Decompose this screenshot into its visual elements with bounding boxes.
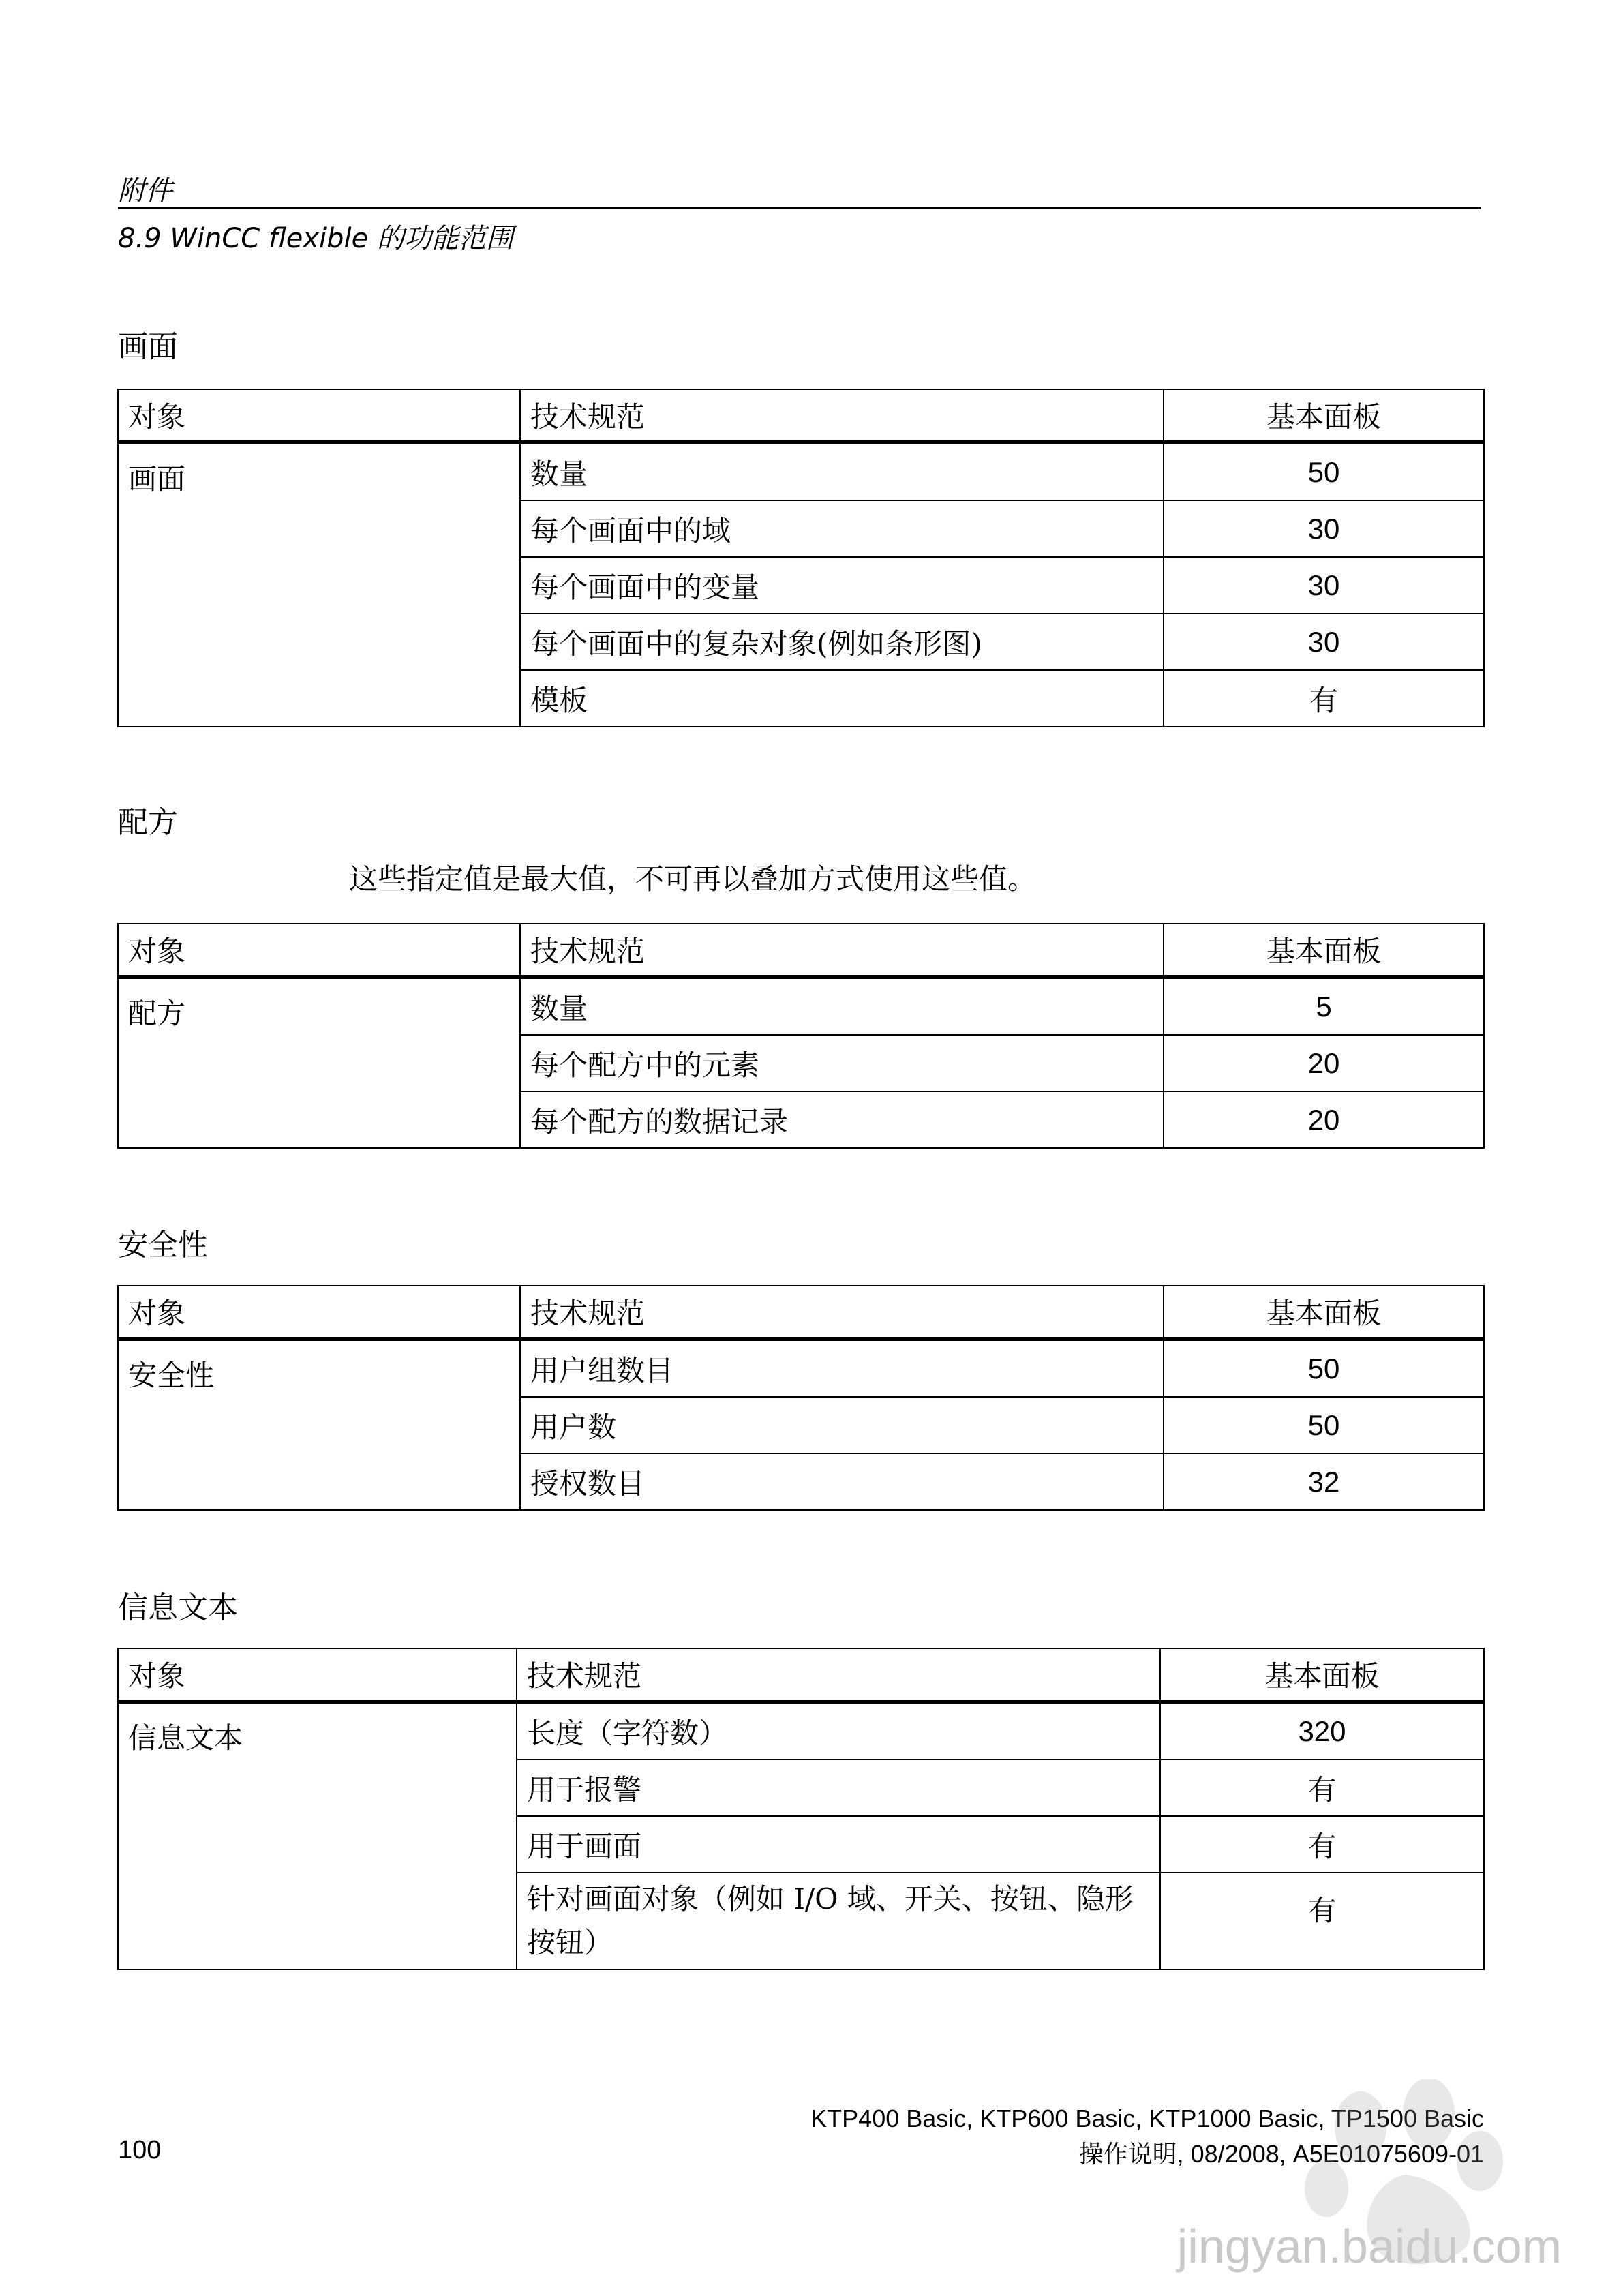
spec-cell: 每个画面中的变量 xyxy=(520,557,1164,614)
value-cell: 有 xyxy=(1160,1816,1484,1873)
value-cell: 30 xyxy=(1164,614,1484,670)
table-row xyxy=(118,442,1484,500)
object-cell: 配方 xyxy=(118,977,520,1148)
object-cell: 信息文本 xyxy=(118,1702,517,1969)
spec-cell: 用于报警 xyxy=(517,1759,1160,1816)
column-header-object: 对象 xyxy=(118,924,520,977)
column-header-basic-panel: 基本面板 xyxy=(1164,924,1484,977)
column-header-spec: 技术规范 xyxy=(520,389,1164,442)
footer-product-line: KTP400 Basic, KTP600 Basic, KTP1000 Basic, TP1500 Basic xyxy=(810,2104,1484,2132)
value-cell: 20 xyxy=(1164,1035,1484,1091)
section-note-recipes: 这些指定值是最大值，不可再以叠加方式使用这些值。 xyxy=(349,862,1037,896)
column-header-spec: 技术规范 xyxy=(517,1648,1160,1702)
section-heading-security: 安全性 xyxy=(118,1228,208,1263)
spec-cell: 每个配方的数据记录 xyxy=(520,1091,1164,1148)
value-cell: 32 xyxy=(1164,1453,1484,1510)
table-row xyxy=(118,1702,1484,1759)
object-cell: 安全性 xyxy=(118,1339,520,1510)
value-cell: 320 xyxy=(1160,1702,1484,1759)
column-header-basic-panel: 基本面板 xyxy=(1164,389,1484,442)
column-header-object: 对象 xyxy=(118,1286,520,1339)
spec-cell: 用于画面 xyxy=(517,1816,1160,1873)
value-cell: 30 xyxy=(1164,557,1484,614)
header-rule xyxy=(118,207,1481,209)
footer-document-line: 操作说明, 08/2008, A5E01075609-01 xyxy=(1078,2140,1484,2168)
value-cell: 有 xyxy=(1160,1873,1484,1969)
table-row xyxy=(118,977,1484,1035)
table-info-text xyxy=(117,1648,1485,1970)
page-number: 100 xyxy=(118,2136,162,2164)
value-cell: 有 xyxy=(1160,1759,1484,1816)
spec-cell: 长度（字符数） xyxy=(517,1702,1160,1759)
value-cell: 50 xyxy=(1164,1339,1484,1397)
table-recipes xyxy=(117,923,1485,1149)
section-heading-info-text: 信息文本 xyxy=(118,1590,238,1625)
value-cell: 30 xyxy=(1164,500,1484,557)
table-screens xyxy=(117,389,1485,727)
spec-cell: 数量 xyxy=(520,442,1164,500)
footer-doc-info xyxy=(810,2101,1484,2172)
object-cell: 画面 xyxy=(118,442,520,727)
table-row xyxy=(118,1339,1484,1397)
value-cell: 50 xyxy=(1164,1397,1484,1453)
table-header-row xyxy=(118,1648,1484,1702)
spec-cell: 授权数目 xyxy=(520,1453,1164,1510)
section-heading-recipes: 配方 xyxy=(118,805,178,840)
column-header-spec: 技术规范 xyxy=(520,1286,1164,1339)
column-header-basic-panel: 基本面板 xyxy=(1164,1286,1484,1339)
value-cell: 20 xyxy=(1164,1091,1484,1148)
value-cell: 5 xyxy=(1164,977,1484,1035)
running-header-section: 附件 xyxy=(118,175,172,207)
table-header-row xyxy=(118,389,1484,442)
section-heading-screens: 画面 xyxy=(118,329,178,364)
table-security xyxy=(117,1285,1485,1511)
spec-cell: 每个配方中的元素 xyxy=(520,1035,1164,1091)
column-header-object: 对象 xyxy=(118,389,520,442)
spec-cell: 针对画面对象（例如 I/O 域、开关、按钮、隐形按钮） xyxy=(517,1873,1160,1969)
table-header-row xyxy=(118,924,1484,977)
value-cell: 50 xyxy=(1164,442,1484,500)
column-header-object: 对象 xyxy=(118,1648,517,1702)
spec-cell: 数量 xyxy=(520,977,1164,1035)
watermark-text: jingyan.baidu.com xyxy=(1177,2220,1562,2273)
table-header-row xyxy=(118,1286,1484,1339)
spec-cell: 用户数 xyxy=(520,1397,1164,1453)
spec-cell: 模板 xyxy=(520,670,1164,727)
spec-cell: 每个画面中的复杂对象(例如条形图) xyxy=(520,614,1164,670)
column-header-spec: 技术规范 xyxy=(520,924,1164,977)
spec-cell: 用户组数目 xyxy=(520,1339,1164,1397)
value-cell: 有 xyxy=(1164,670,1484,727)
column-header-basic-panel: 基本面板 xyxy=(1160,1648,1484,1702)
running-header-subsection: 8.9 WinCC flexible 的功能范围 xyxy=(118,223,513,254)
spec-cell: 每个画面中的域 xyxy=(520,500,1164,557)
